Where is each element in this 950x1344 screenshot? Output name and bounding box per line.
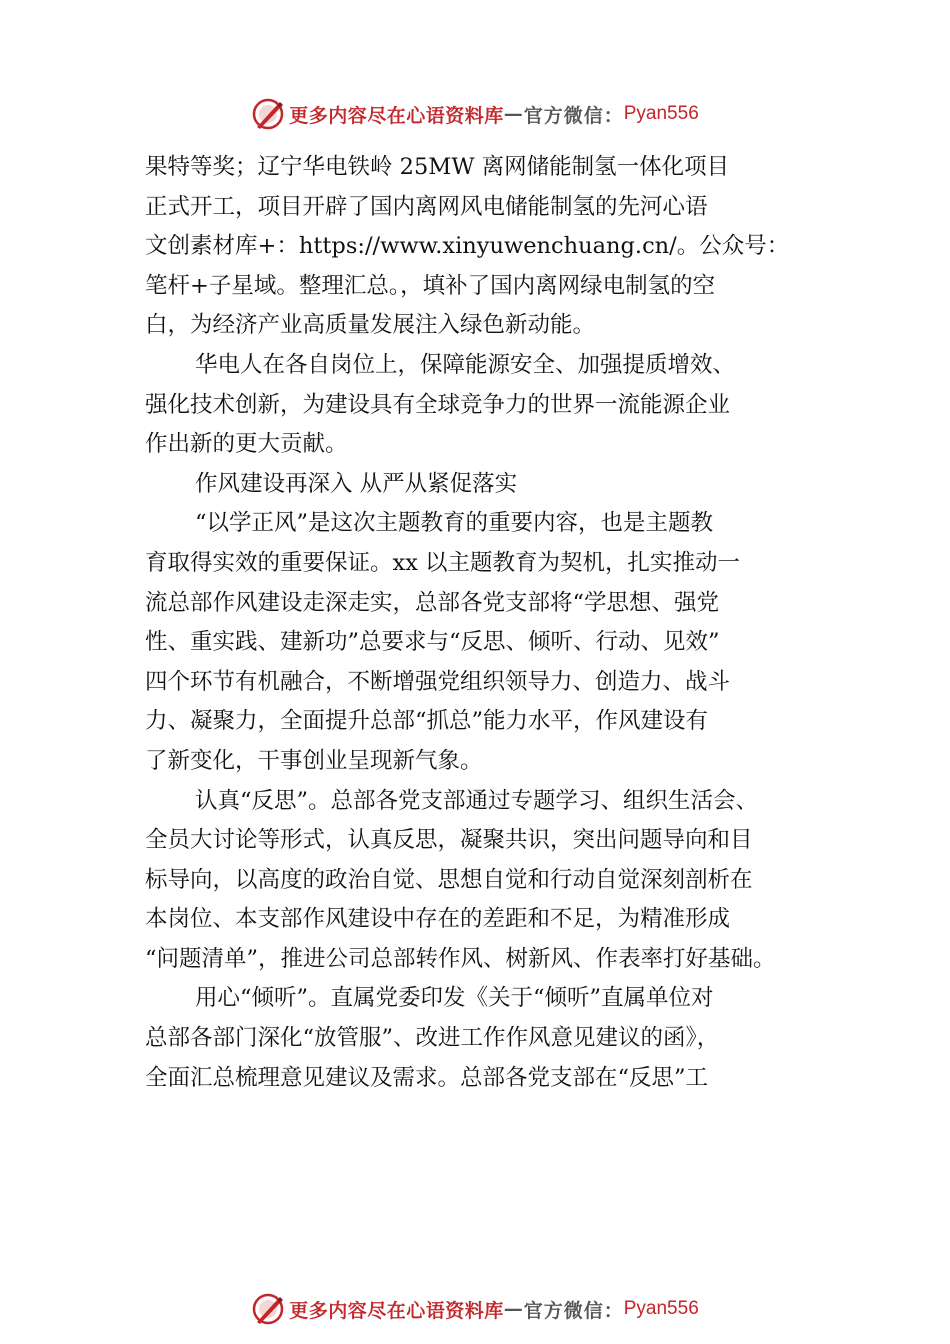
text-line: 认真“反思”。总部各党支部通过专题学习、组织生活会、	[195, 787, 759, 814]
text-line: 力、凝聚力，全面提升总部“抓总”能力水平，作风建设有	[145, 708, 709, 735]
text-line: 总部各部门深化“放管服”、改进工作作风意见建议的函》，	[145, 1025, 720, 1052]
text-line: 流总部作风建设走深走实，总部各党支部将“学思想、强党	[145, 589, 720, 616]
text-line: “以学正风”是这次主题教育的重要内容，也是主题教	[195, 510, 714, 537]
text-line: 性、重实践、建新功”总要求与“反思、倾听、行动、见效”	[145, 629, 720, 656]
watermark-prefix: 更多内容尽在心语资料库	[289, 104, 504, 127]
text-line: 文创素材库+：https://www.xinyuwenchuang.cn/。公众号：	[145, 233, 790, 260]
text-line: 正式开工，项目开辟了国内离网风电储能制氢的先河心语	[145, 193, 708, 220]
document-body	[145, 148, 835, 1098]
text-line: 强化技术创新，为建设具有全球竞争力的世界一流能源企业	[145, 391, 731, 418]
watermark-account: Pyan556	[623, 1298, 699, 1319]
text-line: 笔杆+子星域。整理汇总。，填补了国内离网绿电制氢的空	[145, 272, 716, 299]
text-line: “问题清单”，推进公司总部转作风、树新风、作表率打好基础。	[145, 945, 776, 972]
text-line: 用心“倾听”。直属党委印发《关于“倾听”直属单位对	[195, 985, 714, 1012]
pen-seal-icon	[251, 1292, 285, 1326]
text-line: 白，为经济产业高质量发展注入绿色新动能。	[145, 312, 596, 339]
watermark-account: Pyan556	[623, 103, 699, 124]
text-line: 全面汇总梳理意见建议及需求。总部各党支部在“反思”工	[145, 1064, 709, 1091]
pen-seal-icon	[251, 97, 285, 131]
watermark-label: 官方微信：	[523, 104, 624, 127]
text-line: 全员大讨论等形式，认真反思，凝聚共识，突出问题导向和目	[145, 827, 753, 854]
watermark-banner-bottom	[0, 1289, 950, 1329]
text-line: 标导向，以高度的政治自觉、思想自觉和行动自觉深刻剖析在	[145, 866, 753, 893]
watermark-label: 官方微信：	[523, 1299, 624, 1322]
text-line: 华电人在各自岗位上，保障能源安全、加强提质增效、	[195, 351, 736, 378]
text-line: 了新变化，干事创业呈现新气象。	[145, 747, 483, 774]
text-line: 育取得实效的重要保证。xx 以主题教育为契机，扎实推动一	[145, 549, 741, 576]
watermark-dash: —	[503, 1298, 524, 1320]
watermark-prefix: 更多内容尽在心语资料库	[289, 1299, 504, 1322]
text-line: 本岗位、本支部作风建设中存在的差距和不足，为精准形成	[145, 906, 731, 933]
text-line: 四个环节有机融合，不断增强党组织领导力、创造力、战斗	[145, 668, 731, 695]
watermark-banner-top	[0, 94, 950, 134]
text-line: 作出新的更大贡献。	[145, 431, 348, 458]
text-line: 果特等奖；辽宁华电铁岭 25MW 离网储能制氢一体化项目	[145, 154, 730, 180]
section-heading: 作风建设再深入 从严从紧促落实	[195, 470, 518, 497]
watermark-dash: —	[503, 103, 524, 125]
